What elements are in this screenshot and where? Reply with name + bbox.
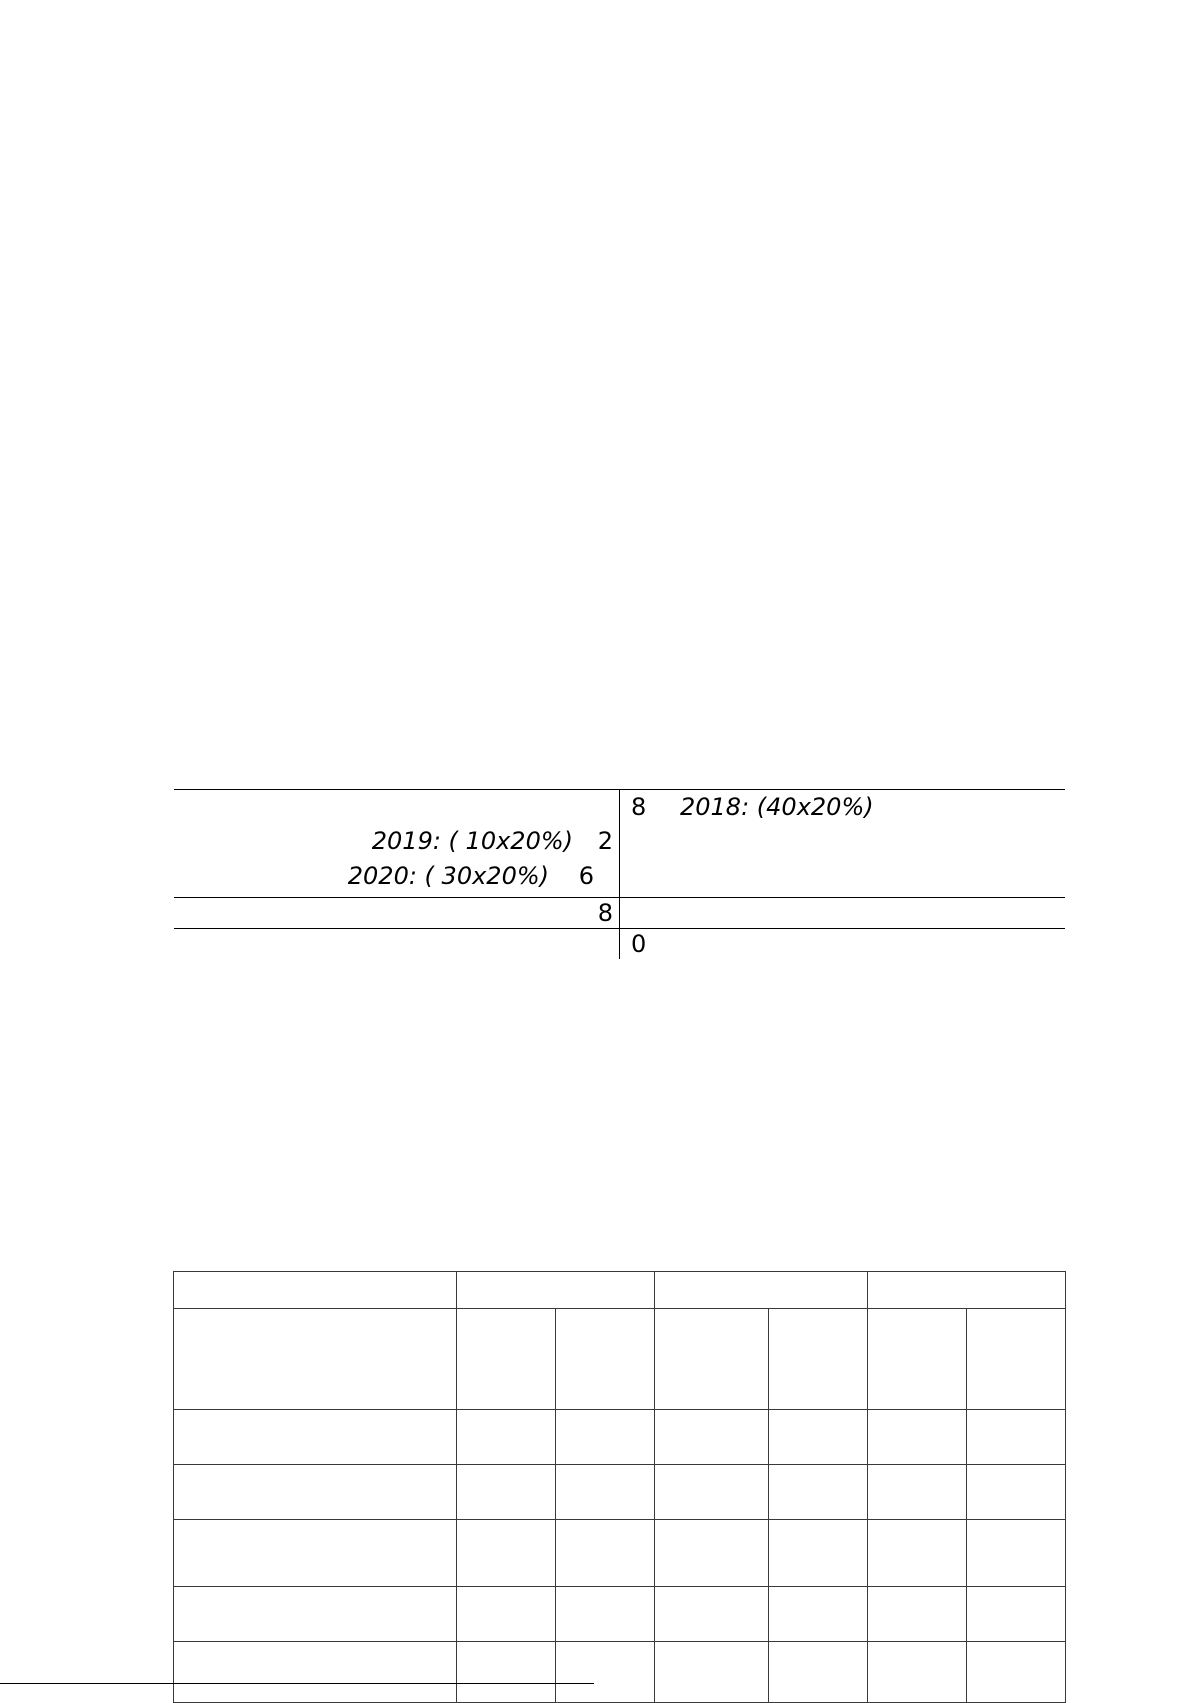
table-header-row — [174, 1272, 1066, 1309]
table-cell — [556, 1309, 655, 1410]
table-cell — [868, 1642, 967, 1703]
table-cell — [655, 1642, 769, 1703]
table-cell — [769, 1410, 868, 1465]
table-cell — [967, 1309, 1066, 1410]
table-cell — [556, 1642, 655, 1703]
table-cell — [457, 1587, 556, 1642]
entry-2018: 2018: (40x20%) — [680, 793, 874, 821]
t-account-divider — [619, 789, 620, 959]
table-group-cell — [868, 1272, 1066, 1309]
table-row — [174, 1642, 1066, 1703]
table-cell — [967, 1642, 1066, 1703]
table-cell — [868, 1520, 967, 1587]
table-group-cell — [655, 1272, 868, 1309]
table-cell — [655, 1520, 769, 1587]
table-cell — [174, 1520, 457, 1587]
table-cell — [769, 1642, 868, 1703]
table-cell — [556, 1520, 655, 1587]
balance-value: 0 — [631, 930, 647, 958]
table-cell — [967, 1587, 1066, 1642]
table-cell — [769, 1587, 868, 1642]
entry-2020-value: 6 — [578, 862, 594, 890]
table-cell — [556, 1587, 655, 1642]
table-cell — [868, 1410, 967, 1465]
table-row — [174, 1465, 1066, 1520]
table-cell — [769, 1465, 868, 1520]
table-cell — [174, 1465, 457, 1520]
table-cell — [174, 1642, 457, 1703]
table-cell — [868, 1309, 967, 1410]
table-cell — [655, 1465, 769, 1520]
table-cell — [967, 1520, 1066, 1587]
table-cell — [769, 1309, 868, 1410]
table-cell — [655, 1309, 769, 1410]
table-cell — [769, 1520, 868, 1587]
table-cell — [967, 1465, 1066, 1520]
table-row — [174, 1410, 1066, 1465]
table-cell — [655, 1410, 769, 1465]
empty-table — [173, 1271, 1066, 1703]
table-row — [174, 1587, 1066, 1642]
table-cell — [174, 1272, 457, 1309]
entry-2019-value: 2 — [597, 827, 613, 855]
table-cell — [174, 1587, 457, 1642]
table-cell — [457, 1465, 556, 1520]
entry-2020: 2020: ( 30x20%) — [347, 862, 549, 890]
table-cell — [556, 1465, 655, 1520]
table-cell — [174, 1410, 457, 1465]
table-group-cell — [457, 1272, 655, 1309]
table-cell — [457, 1642, 556, 1703]
table-cell — [457, 1410, 556, 1465]
t-account — [174, 789, 1065, 959]
table-cell — [457, 1309, 556, 1410]
total-value: 8 — [597, 899, 613, 927]
table-cell — [868, 1587, 967, 1642]
table-cell — [967, 1410, 1066, 1465]
table-cell — [868, 1465, 967, 1520]
debit-top-value: 8 — [631, 793, 647, 821]
table-row — [174, 1520, 1066, 1587]
table-cell — [457, 1520, 556, 1587]
table-cell — [556, 1410, 655, 1465]
table-cell — [655, 1587, 769, 1642]
table-cell — [174, 1309, 457, 1410]
entry-2019: 2019: ( 10x20%) — [371, 827, 573, 855]
table-subheader-row — [174, 1309, 1066, 1410]
footnote-rule — [0, 1683, 594, 1684]
